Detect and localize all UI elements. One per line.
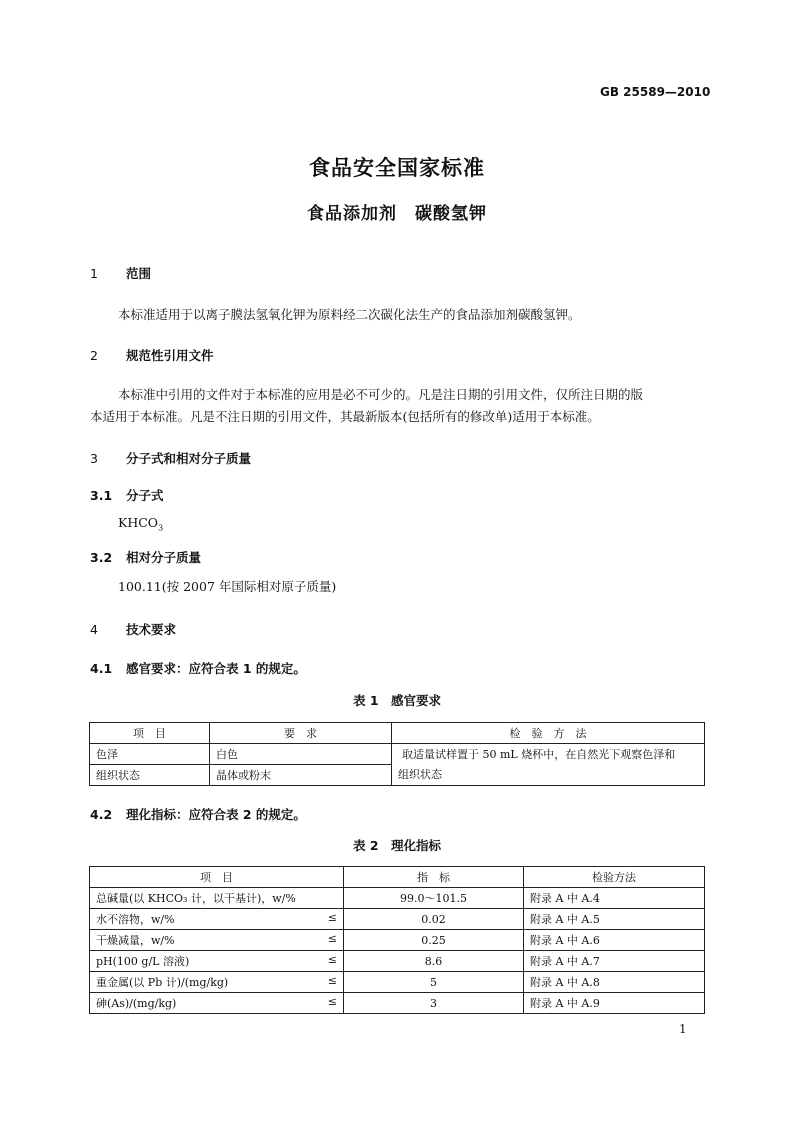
table-row xyxy=(90,951,705,972)
comparison-symbol: ≤ xyxy=(327,932,337,945)
section-2-text-line-2: 本适用于本标准。凡是不注日期的引用文件，其最新版本(包括所有的修改单)适用于本标准。 xyxy=(90,409,600,424)
item-label: pH(100 g/L 溶液) xyxy=(96,955,190,968)
table-cell xyxy=(90,951,344,972)
item-label: 砷(As)/(mg/kg) xyxy=(96,997,177,1010)
table-cell: 晶体或粉末 xyxy=(210,765,392,786)
section-title: 理化指标：应符合表 2 的规定。 xyxy=(126,807,306,822)
section-title: 范围 xyxy=(126,266,152,281)
table-header-row xyxy=(90,723,705,744)
table-cell: 附录 A 中 A.7 xyxy=(524,951,705,972)
section-4-1-heading xyxy=(90,659,306,677)
comparison-symbol: ≤ xyxy=(327,995,337,1008)
method-line-1: 取适量试样置于 50 mL 烧杯中，在自然光下观察色泽和 xyxy=(402,748,676,761)
molecular-formula xyxy=(118,512,163,540)
section-number: 4 xyxy=(90,622,98,637)
table-cell: 附录 A 中 A.9 xyxy=(524,993,705,1014)
section-title: 技术要求 xyxy=(126,622,177,637)
table-cell xyxy=(90,909,344,930)
table-1-caption: 表 1 感官要求 xyxy=(352,693,442,708)
section-4-heading xyxy=(90,620,176,638)
table-header-row xyxy=(90,867,705,888)
formula-subscript: 3 xyxy=(158,523,164,533)
method-line-2: 组织状态 xyxy=(398,768,442,781)
table-header-cell: 检验方法 xyxy=(524,867,705,888)
section-3-heading xyxy=(90,449,251,467)
table-header-cell: 项 目 xyxy=(90,867,344,888)
section-title: 相对分子质量 xyxy=(126,550,202,565)
table-cell: 8.6 xyxy=(344,951,524,972)
table-cell: 附录 A 中 A.4 xyxy=(524,888,705,909)
table-header-cell: 项 目 xyxy=(90,723,210,744)
page-subtitle: 食品添加剂 碳酸氢钾 xyxy=(307,204,487,224)
table-cell xyxy=(90,930,344,951)
section-title: 分子式 xyxy=(126,488,164,503)
table-header-cell: 检 验 方 法 xyxy=(392,723,705,744)
table-cell: 5 xyxy=(344,972,524,993)
comparison-symbol: ≤ xyxy=(327,911,337,924)
table-row xyxy=(90,930,705,951)
section-title: 规范性引用文件 xyxy=(126,348,214,363)
table-header-cell: 要 求 xyxy=(210,723,392,744)
page-number: 1 xyxy=(679,1022,687,1036)
table-cell: 组织状态 xyxy=(90,765,210,786)
inspection-method-cell xyxy=(392,744,705,786)
table-row xyxy=(90,972,705,993)
item-label: 重金属(以 Pb 计)/(mg/kg) xyxy=(96,976,229,989)
sensory-requirements-table xyxy=(89,722,705,786)
section-number: 4.2 xyxy=(90,807,113,822)
table-cell: 附录 A 中 A.6 xyxy=(524,930,705,951)
section-3-2-heading xyxy=(90,548,201,566)
section-4-2-heading xyxy=(90,805,306,823)
table-cell: 0.02 xyxy=(344,909,524,930)
section-1-heading xyxy=(90,264,151,282)
comparison-symbol: ≤ xyxy=(327,974,337,987)
molecular-mass: 100.11(按 2007 年国际相对原子质量) xyxy=(118,579,337,594)
item-label: 干燥减量，w/% xyxy=(96,934,175,947)
section-1-text: 本标准适用于以离子膜法氢氧化钾为原料经二次碳化法生产的食品添加剂碳酸氢钾。 xyxy=(118,307,581,322)
formula-main: KHCO xyxy=(118,515,159,530)
page-title: 食品安全国家标准 xyxy=(309,156,485,180)
table-row xyxy=(90,744,705,765)
item-label: 水不溶物，w/% xyxy=(96,913,175,926)
table-cell: 色泽 xyxy=(90,744,210,765)
section-3-1-heading xyxy=(90,486,164,504)
table-cell: 白色 xyxy=(210,744,392,765)
table-row xyxy=(90,888,705,909)
section-number: 2 xyxy=(90,348,98,363)
table-2-caption: 表 2 理化指标 xyxy=(352,838,442,853)
section-number: 3.2 xyxy=(90,550,113,565)
section-number: 1 xyxy=(90,266,98,281)
section-title: 感官要求：应符合表 1 的规定。 xyxy=(126,661,306,676)
section-number: 3 xyxy=(90,451,98,466)
section-2-text-line-1: 本标准中引用的文件对于本标准的应用是必不可少的。凡是注日期的引用文件，仅所注日期的版 xyxy=(118,387,644,402)
standard-number: GB 25589—2010 xyxy=(600,85,711,99)
table-cell xyxy=(90,972,344,993)
table-cell xyxy=(90,993,344,1014)
section-2-heading xyxy=(90,346,214,364)
table-cell: 99.0～101.5 xyxy=(344,888,524,909)
section-number: 3.1 xyxy=(90,488,113,503)
table-row xyxy=(90,909,705,930)
table-cell xyxy=(90,888,344,909)
table-cell: 0.25 xyxy=(344,930,524,951)
table-row xyxy=(90,993,705,1014)
table-cell: 附录 A 中 A.8 xyxy=(524,972,705,993)
section-number: 4.1 xyxy=(90,661,113,676)
table-cell: 3 xyxy=(344,993,524,1014)
comparison-symbol: ≤ xyxy=(327,953,337,966)
physicochemical-indicators-table xyxy=(89,866,705,1014)
table-cell: 附录 A 中 A.5 xyxy=(524,909,705,930)
section-title: 分子式和相对分子质量 xyxy=(126,451,252,466)
item-label: 总碱量(以 KHCO₃ 计，以干基计)，w/% xyxy=(96,892,296,905)
table-header-cell: 指 标 xyxy=(344,867,524,888)
